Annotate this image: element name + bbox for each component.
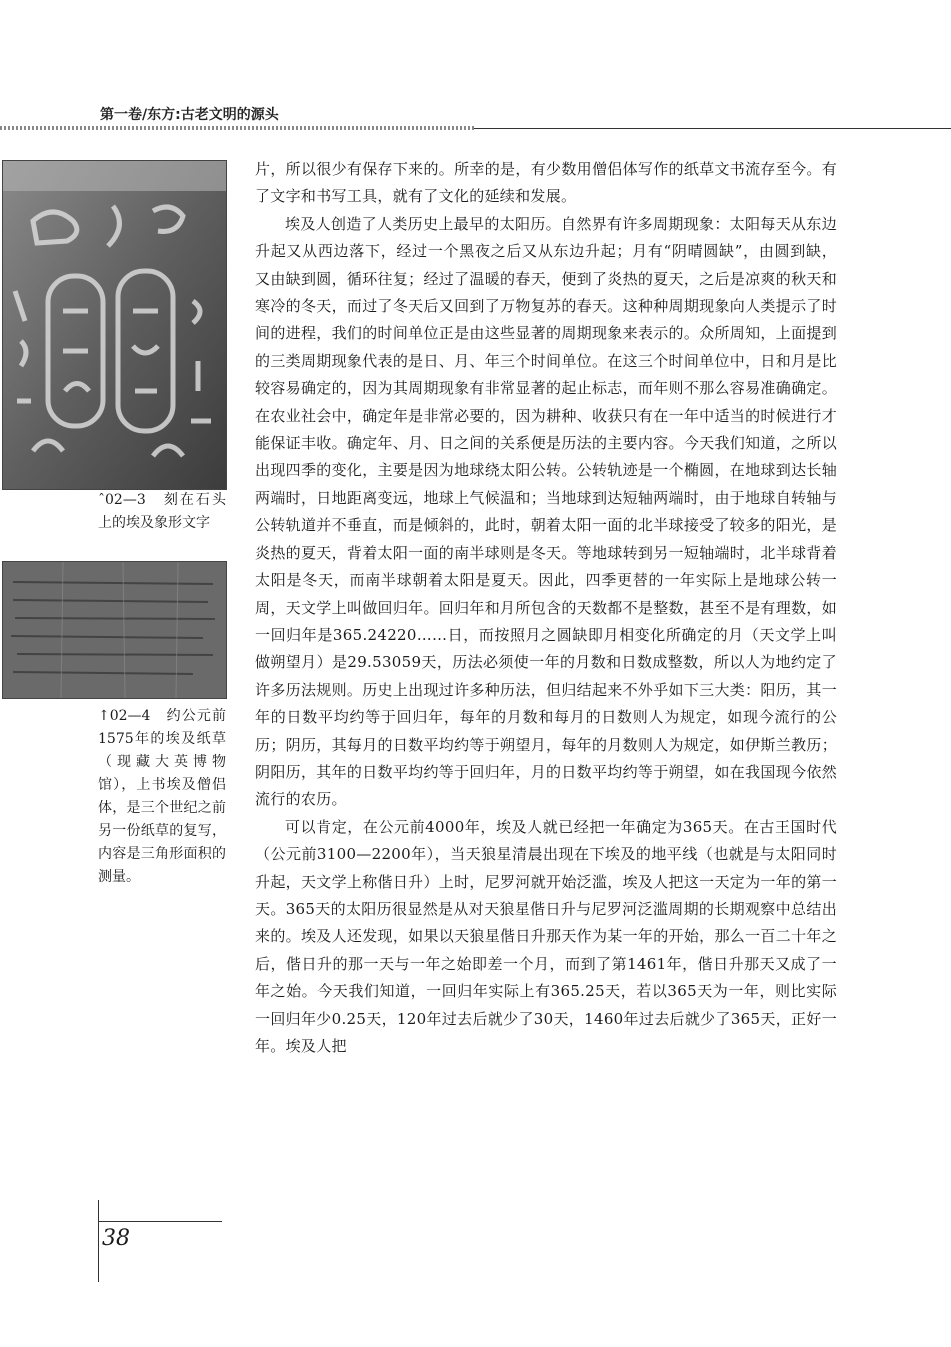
papyrus-photo — [2, 561, 227, 699]
paragraph: 埃及人创造了人类历史上最早的太阳历。自然界有许多周期现象：太阳每天从东边升起又从西边落下，经过一个黑夜之后又从东边升起；月有“阴晴圆缺”，由圆到缺，又由缺到圆，循环往复；经过了温暖的春天，便到了炎热的夏天，之后是凉爽的秋天和寒冷的冬天，而过了冬天后又回到了万物复苏的春天。这种种周期现象向人类提示了时间的进程，我们的时间单位正是由这些显著的周期现象来表示的。众所周知，上面提到的三类周期现象代表的是日、月、年三个时间单位。在这三个时间单位中，日和月是比较容易确定的，因为其周期现象有非常显著的起止标志，而年则不那么容易准确确定。在农业社会中，确定年是非常必要的，因为耕种、收获只有在一年中适当的时候进行才能保证丰收。确定年、月、日之间的关系便是历法的主要内容。今天我们知道，之所以出现四季的变化，主要是因为地球绕太阳公转。公转轨迹是一个椭圆，在地球到达长轴两端时，日地距离变远，地球上气候温和；当地球到达短轴两端时，由于地球自转轴与公转轨道并不垂直，而是倾斜的，此时，朝着太阳一面的北半球接受了较多的阳光，是炎热的夏天，背着太阳一面的南半球则是冬天。等地球转到另一短轴端时，北半球背着太阳是冬天，而南半球朝着太阳是夏天。因此，四季更替的一年实际上是地球公转一周，天文学上叫做回归年。回归年和月所包含的天数都不是整数，甚至不是有理数，如一回归年是365.24220……日，而按照月之圆缺即月相变化所确定的月（天文学上叫做朔望月）是29.53059天，历法必须使一年的月数和日数成整数，所以人为地约定了许多历法规则。历史上出现过许多种历法，但归结起来不外乎如下三大类：阳历，其一年的日数平均约等于回归年，每年的月数和每月的日数则人为规定，如现今流行的公历；阴历，其每月的日数平均约等于朔望月，每年的月数则人为规定，如伊斯兰教历；阴阳历，其年的日数平均约等于回归年，月的日数平均约等于朔望，如在我国现今依然流行的农历。 — [255, 214, 837, 809]
header-rule — [474, 128, 951, 129]
paragraph: 片，所以很少有保存下来的。所幸的是，有少数用僧侣体写作的纸草文书流存至今。有了文字和书写工具，就有了文化的延续和发展。 — [255, 160, 837, 206]
hieroglyph-stone-graphic — [3, 161, 226, 489]
main-text — [255, 156, 837, 1060]
papyrus-graphic — [3, 562, 226, 698]
figure-caption-1: ˆ02—3 刻在石头上的埃及象形文字 — [98, 492, 226, 531]
footer-rule — [98, 1221, 222, 1222]
footer-vertical-rule — [98, 1200, 99, 1282]
header-dotted-rule — [0, 126, 474, 130]
figure-caption-2: ↑02—4 约公元前1575年的埃及纸草（现藏大英博物馆），上书埃及僧侣体，是三个世纪之前另一份纸草的复写，内容是三角形面积的测量。 — [98, 708, 226, 885]
page-number: 38 — [102, 1226, 130, 1251]
paragraph: 可以肯定，在公元前4000年，埃及人就已经把一年确定为365天。在古王国时代（公元前3100—2200年），当天狼星清晨出现在下埃及的地平线（也就是与太阳同时升起，天文学上称偕日升）上时，尼罗河就开始泛滥，埃及人把这一天定为一年的第一天。365天的太阳历很显然是从对天狼星偕日升与尼罗河泛滥周期的长期观察中总结出来的。埃及人还发现，如果以天狼星偕日升那天作为某一年的开始，那么一百二十年之后，偕日升的那一天与一年之始即差一个月，而到了第1461年，偕日升那天又成了一年之始。今天我们知道，一回归年实际上有365.25天，若以365天为一年，则比实际一回归年少0.25天，120年过去后就少了30天，1460年过去后就少了365天，正好一年。埃及人把 — [255, 817, 837, 1055]
running-head: 第一卷/东方:古老文明的源头 — [100, 107, 279, 123]
hieroglyph-stone-photo — [2, 160, 227, 490]
